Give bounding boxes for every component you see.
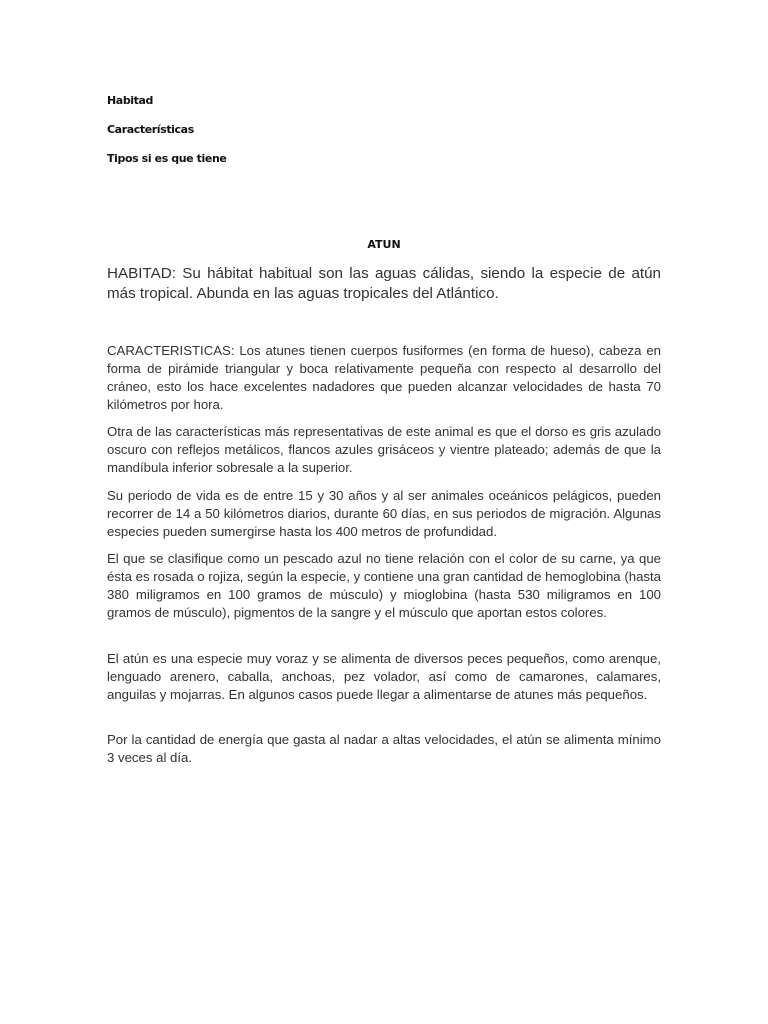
feeding-frequency-paragraph: Por la cantidad de energía que gasta al nadar a altas velocidades, el atún se alimenta mínimo 3 veces al día.	[107, 732, 661, 765]
outline-item-tipos: Tipos si es que tiene	[107, 152, 227, 165]
characteristics-paragraph: CARACTERISTICAS: Los atunes tienen cuerpos fusiformes (en forma de hueso), cabeza en forma de pirámide triangular y boca relativamente pequeña con respecto al desarrollo del cráneo, esto los hace excelentes nadadores que pueden alcanzar velocidades de hasta 70 kilómetros por hora.	[107, 343, 661, 412]
outline-item-caracteristicas: Características	[107, 123, 194, 136]
coloration-paragraph: Otra de las características más representativas de este animal es que el dorso es gris azulado oscuro con reflejos metálicos, flancos azules grisáceos y vientre plateado; además de que la mandíbula inferior sobresale a la superior.	[107, 424, 661, 475]
diet-paragraph: El atún es una especie muy voraz y se alimenta de diversos peces pequeños, como arenque, lenguado arenero, caballa, anchoas, pez volador, así como de camarones, calamares, anguilas y mojarras. En algunos casos puede llegar a alimentarse de atunes más pequeños.	[107, 651, 661, 702]
lifespan-paragraph: Su periodo de vida es de entre 15 y 30 años y al ser animales oceánicos pelágicos, pueden recorrer de 14 a 50 kilómetros diarios, durante 60 días, en sus periodos de migración. Algunas especies pueden sumergirse hasta los 400 metros de profundidad.	[107, 488, 661, 539]
habitat-paragraph: HABITAD: Su hábitat habitual son las aguas cálidas, siendo la especie de atún más tropical. Abunda en las aguas tropicales del Atlántico.	[107, 265, 661, 302]
document-title: ATUN	[367, 238, 401, 251]
meat-color-paragraph: El que se clasifique como un pescado azul no tiene relación con el color de su carne, ya que ésta es rosada o rojiza, según la especie, y contiene una gran cantidad de hemoglobina (hasta 380 miligramos en 100 gramos de músculo) y mioglobina (hasta 530 miligramos en 100 gramos de músculo), pigmentos de la sangre y el músculo que aportan estos colores.	[107, 551, 661, 620]
outline-item-habitad: Habitad	[107, 94, 154, 107]
